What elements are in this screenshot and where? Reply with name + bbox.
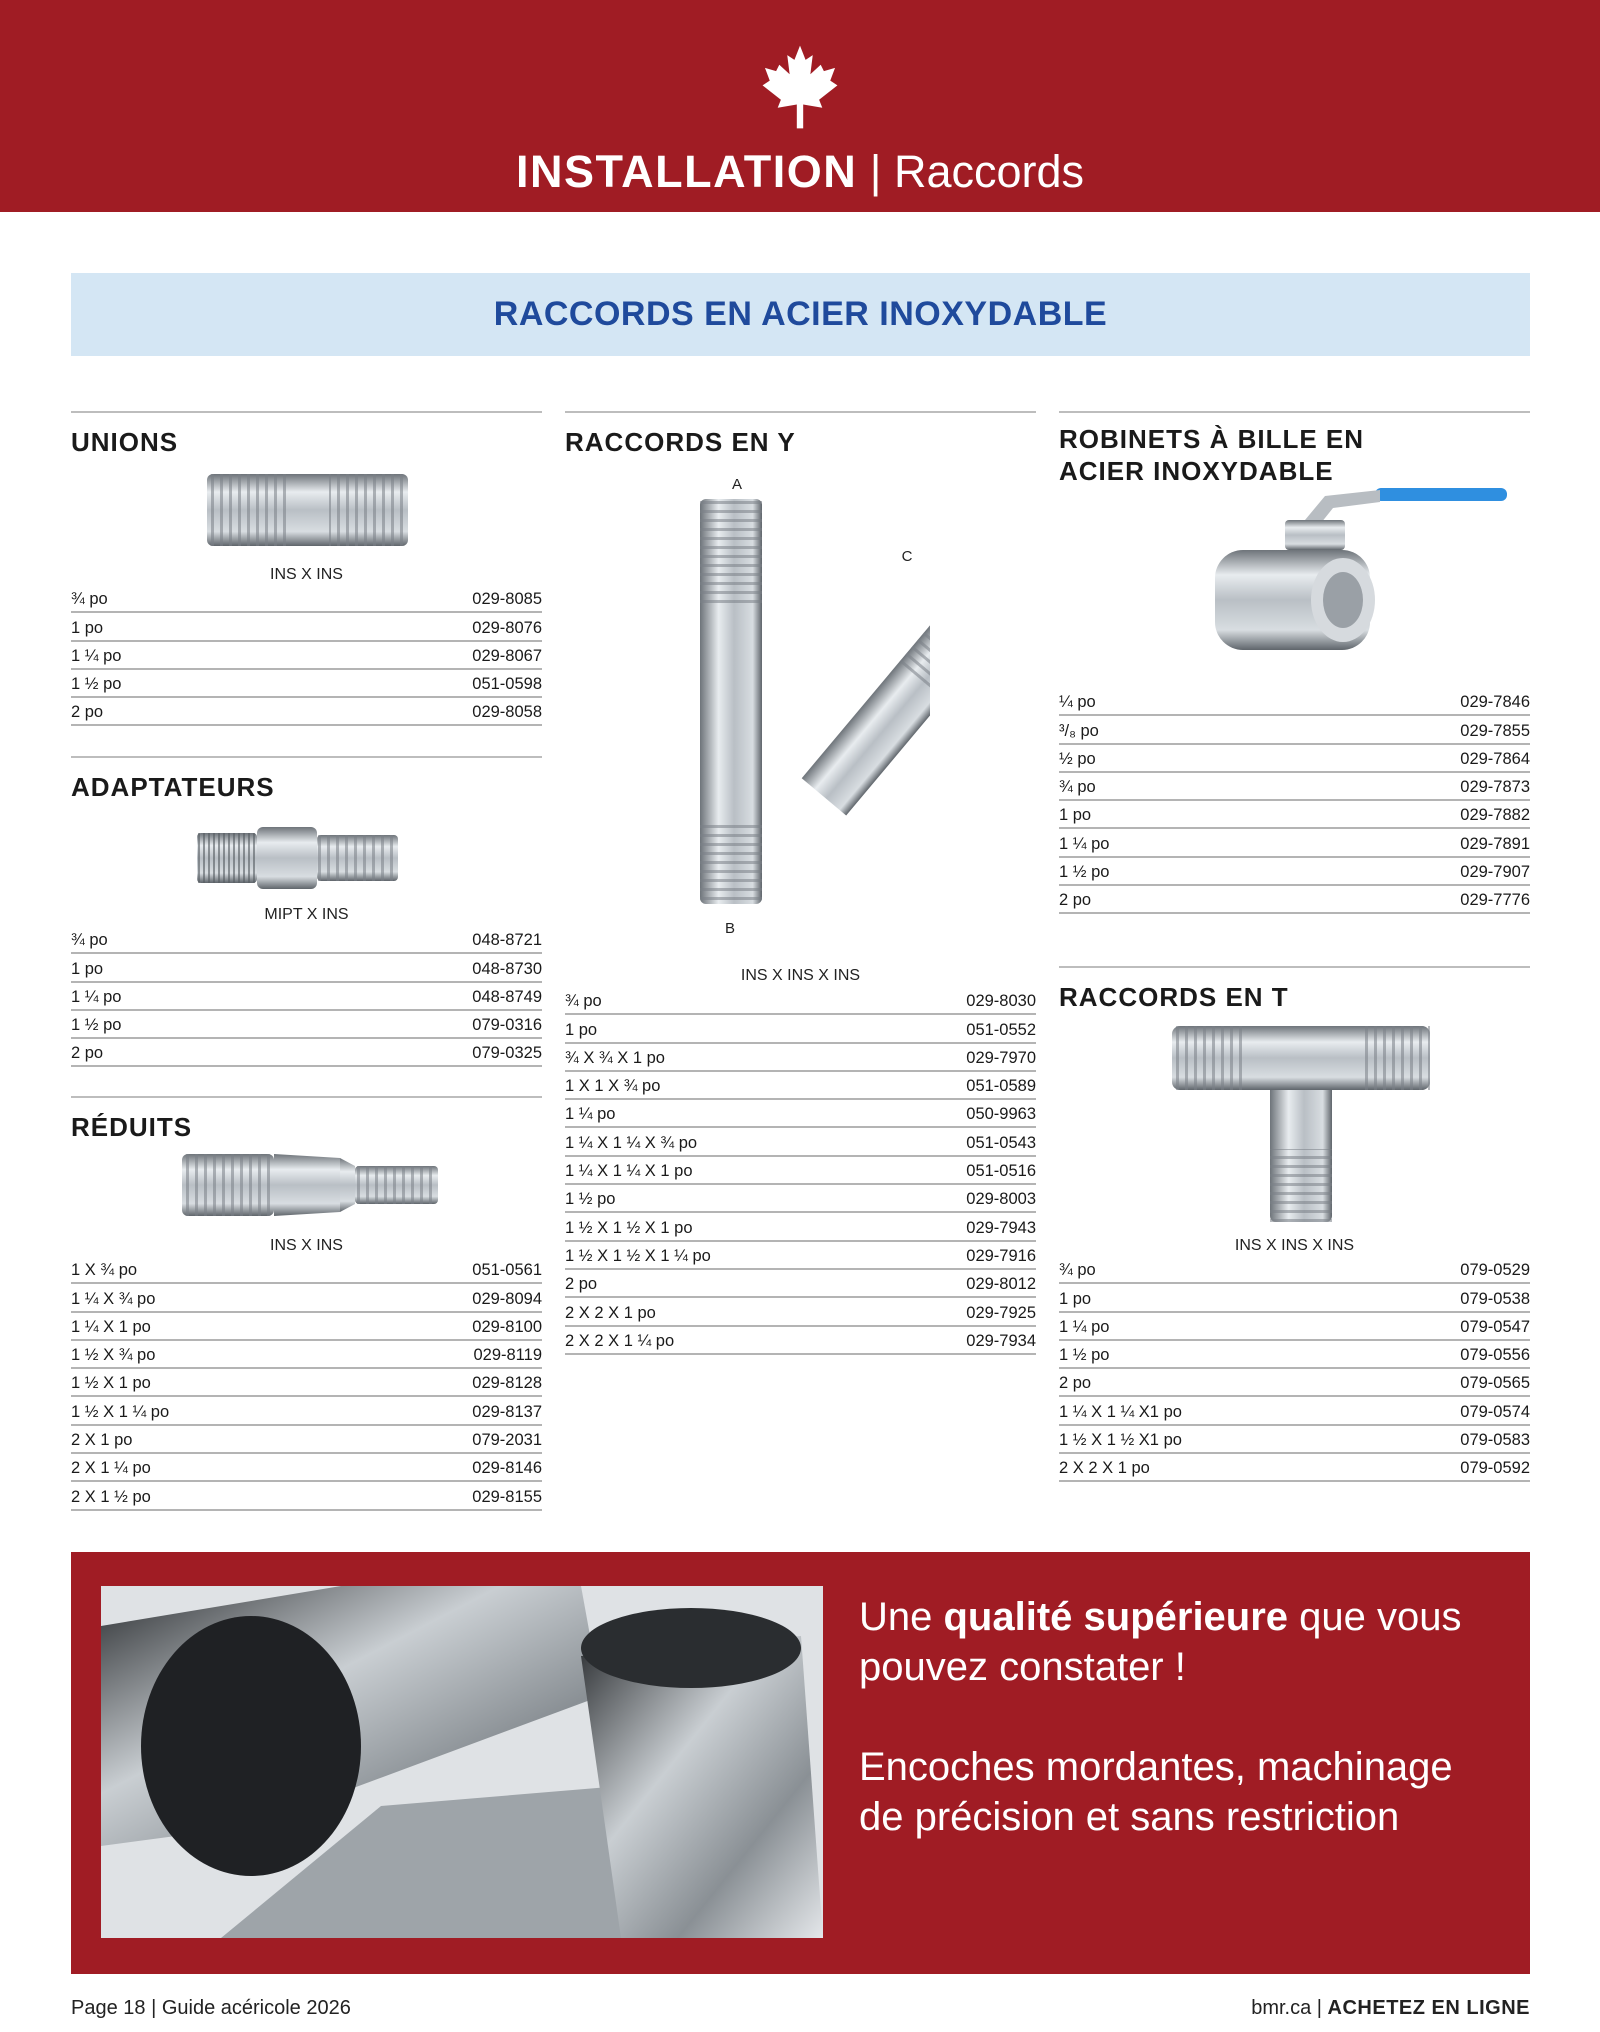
product-code-cell: 051-0552 (966, 1020, 1036, 1039)
unions-section (71, 411, 542, 458)
promo-banner (71, 1552, 1530, 1974)
product-code-cell: 050-9963 (966, 1105, 1036, 1124)
table-row (1059, 1369, 1530, 1397)
size-cell: 2 X 1 po (71, 1431, 133, 1450)
raccords-t-caption: INS X INS X INS (1234, 1237, 1355, 1254)
product-code-cell: 029-8030 (966, 992, 1036, 1011)
product-code-cell: 079-0574 (1460, 1402, 1530, 1421)
table-row (1059, 1454, 1530, 1482)
size-cell: 1 ¼ X ¾ po (71, 1289, 156, 1308)
table-row (71, 642, 542, 670)
size-cell: 2 po (565, 1275, 598, 1294)
promo-line-3: Encoches mordantes, machinage (859, 1745, 1453, 1789)
size-cell: ¾ X ¾ X 1 po (565, 1048, 665, 1067)
table-row (1059, 1397, 1530, 1425)
reduits-caption: INS X INS (270, 1237, 343, 1254)
table-row (565, 1072, 1036, 1100)
product-code-cell: 051-0598 (472, 675, 542, 694)
table-row (71, 1426, 542, 1454)
product-code-cell: 029-7776 (1460, 891, 1530, 910)
size-cell: 1 po (1059, 1289, 1092, 1308)
product-code-cell: 079-0565 (1460, 1374, 1530, 1393)
table-row (565, 1128, 1036, 1156)
size-cell: 2 po (71, 703, 104, 722)
raccords-t-table (1059, 1256, 1530, 1482)
table-row (71, 1039, 542, 1067)
product-code-cell: 029-7891 (1460, 834, 1530, 853)
table-row (565, 1270, 1036, 1298)
table-row (71, 698, 542, 726)
table-row (565, 1185, 1036, 1213)
size-cell: 1 ½ po (1059, 863, 1110, 882)
table-row (71, 1284, 542, 1312)
product-code-cell: 029-8067 (472, 646, 542, 665)
robinets-title-line2: ACIER INOXYDABLE (1059, 456, 1334, 486)
page-title: INSTALLATION | Raccords (515, 146, 1085, 197)
table-row (71, 1397, 542, 1425)
product-code-cell: 029-8003 (966, 1190, 1036, 1209)
promo-text (859, 1592, 1509, 1842)
page-header (0, 0, 1600, 212)
table-row (565, 1044, 1036, 1072)
adaptateur-fitting-image (195, 823, 400, 893)
product-code-cell: 029-7864 (1460, 749, 1530, 768)
table-row (71, 1482, 542, 1510)
product-code-cell: 048-8721 (472, 931, 542, 950)
size-cell: ¾ po (565, 992, 602, 1011)
promo-line-2: pouvez constater ! (859, 1645, 1186, 1689)
table-row (1059, 1426, 1530, 1454)
table-row (565, 1298, 1036, 1326)
section-rule (71, 756, 542, 758)
footer-shop-link[interactable]: ACHETEZ EN LIGNE (1327, 1997, 1530, 2019)
size-cell: ¾ po (1059, 778, 1096, 797)
table-row (71, 954, 542, 982)
size-cell: 1 ¼ po (1059, 1317, 1110, 1336)
table-row (71, 670, 542, 698)
product-code-cell: 029-8076 (472, 618, 542, 637)
table-row (71, 613, 542, 641)
raccords-t-title: RACCORDS EN T (1059, 982, 1289, 1012)
table-row (1059, 745, 1530, 773)
product-code-cell: 079-0556 (1460, 1346, 1530, 1365)
maple-leaf-icon (760, 44, 840, 130)
product-code-cell: 079-0316 (472, 1016, 542, 1035)
size-cell: 1 ½ X ¾ po (71, 1346, 156, 1365)
size-cell: 1 ½ X 1 ½ X 1 po (565, 1218, 693, 1237)
size-cell: 1 po (71, 618, 104, 637)
table-row (1059, 1313, 1530, 1341)
table-row (565, 1327, 1036, 1355)
ball-valve-image (1205, 480, 1510, 665)
product-code-cell: 051-0543 (966, 1133, 1036, 1152)
product-code-cell: 079-0583 (1460, 1431, 1530, 1450)
raccord-t-fitting-image (1170, 1024, 1432, 1224)
table-row (1059, 801, 1530, 829)
table-row (71, 585, 542, 613)
product-code-cell: 029-7907 (1460, 863, 1530, 882)
category-banner (71, 273, 1530, 356)
size-cell: ³/₈ po (1059, 721, 1099, 740)
size-cell: 1 X 1 X ¾ po (565, 1077, 661, 1096)
table-row (565, 1015, 1036, 1043)
table-row (71, 1454, 542, 1482)
product-code-cell: 029-7882 (1460, 806, 1530, 825)
size-cell: 1 ¼ po (1059, 834, 1110, 853)
table-row (71, 1011, 542, 1039)
product-code-cell: 048-8749 (472, 987, 542, 1006)
promo-photo (101, 1586, 823, 1938)
reduits-title: RÉDUITS (71, 1112, 193, 1142)
table-row (71, 926, 542, 954)
product-code-cell: 029-7873 (1460, 778, 1530, 797)
size-cell: 1 ½ po (565, 1190, 616, 1209)
union-fitting-image (205, 470, 410, 550)
product-code-cell: 079-2031 (472, 1431, 542, 1450)
product-code-cell: 051-0589 (966, 1077, 1036, 1096)
size-cell: 2 X 1 ½ po (71, 1487, 151, 1506)
table-row (1059, 886, 1530, 914)
section-rule (1059, 966, 1530, 968)
size-cell: 1 ¼ po (71, 987, 122, 1006)
product-code-cell: 029-8058 (472, 703, 542, 722)
product-code-cell: 029-8100 (472, 1317, 542, 1336)
product-code-cell: 048-8730 (472, 959, 542, 978)
y-label-b: B (724, 920, 735, 937)
unions-title: UNIONS (71, 427, 179, 457)
product-code-cell: 029-7925 (966, 1303, 1036, 1322)
table-row (565, 1213, 1036, 1241)
product-code-cell: 029-8137 (472, 1402, 542, 1421)
size-cell: 1 ¼ po (71, 646, 122, 665)
table-row (1059, 1341, 1530, 1369)
size-cell: 1 ½ X 1 ½ X 1 ¼ po (565, 1246, 711, 1265)
product-code-cell: 029-8094 (472, 1289, 542, 1308)
product-code-cell: 029-7943 (966, 1218, 1036, 1237)
table-row (71, 1341, 542, 1369)
promo-line-4: de précision et sans restriction (859, 1795, 1400, 1839)
table-row (1059, 716, 1530, 744)
product-code-cell: 029-8085 (472, 590, 542, 609)
size-cell: 1 ¼ X 1 ¼ X ¾ po (565, 1133, 698, 1152)
size-cell: 1 ¼ X 1 ¼ X 1 po (565, 1162, 693, 1181)
size-cell: 1 ½ X 1 po (71, 1374, 151, 1393)
size-cell: 1 ¼ X 1 ¼ X1 po (1059, 1402, 1182, 1421)
adaptateurs-caption: MIPT X INS (264, 906, 349, 923)
product-code-cell: 029-7855 (1460, 721, 1530, 740)
size-cell: 1 ½ po (71, 675, 122, 694)
table-row (71, 1313, 542, 1341)
product-code-cell: 029-8128 (472, 1374, 542, 1393)
y-label-c: C (901, 548, 913, 565)
robinets-title-line1: ROBINETS À BILLE EN (1059, 424, 1365, 454)
size-cell: 2 X 2 X 1 ¼ po (565, 1331, 675, 1350)
section-rule (565, 411, 1036, 413)
footer-links: bmr.ca | ACHETEZ EN LIGNE (1251, 1997, 1530, 2019)
table-row (565, 1157, 1036, 1185)
table-row (1059, 773, 1530, 801)
table-row (71, 983, 542, 1011)
raccords-y-table (565, 987, 1036, 1355)
product-code-cell: 051-0561 (472, 1261, 542, 1280)
reduit-fitting-image (180, 1150, 440, 1220)
size-cell: ¾ po (71, 590, 108, 609)
product-code-cell: 029-7846 (1460, 693, 1530, 712)
footer-site-link[interactable]: bmr.ca (1251, 1997, 1312, 2019)
product-code-cell: 029-7934 (966, 1331, 1036, 1350)
size-cell: ¾ po (71, 931, 108, 950)
size-cell: 1 ½ X 1 ¼ po (71, 1402, 170, 1421)
product-code-cell: 029-8155 (472, 1487, 542, 1506)
product-code-cell: 029-7970 (966, 1048, 1036, 1067)
table-row (1059, 688, 1530, 716)
category-title: RACCORDS EN ACIER INOXYDABLE (493, 295, 1108, 333)
size-cell: ½ po (1059, 749, 1096, 768)
table-row (71, 1369, 542, 1397)
y-label-a: A (731, 476, 742, 493)
unions-caption: INS X INS (270, 566, 343, 583)
size-cell: 2 X 2 X 1 po (565, 1303, 656, 1322)
size-cell: 1 ¼ X 1 po (71, 1317, 151, 1336)
raccords-y-section (565, 411, 1036, 458)
unions-table (71, 585, 542, 726)
table-row (1059, 829, 1530, 857)
reduits-table (71, 1256, 542, 1511)
section-rule (71, 1096, 542, 1098)
table-row (71, 1256, 542, 1284)
table-row (565, 987, 1036, 1015)
size-cell: 1 ¼ po (565, 1105, 616, 1124)
size-cell: 1 po (565, 1020, 598, 1039)
robinets-table (1059, 688, 1530, 914)
table-row (1059, 858, 1530, 886)
raccords-y-title: RACCORDS EN Y (565, 427, 796, 457)
size-cell: 2 po (71, 1044, 104, 1063)
reduits-section (71, 1096, 542, 1143)
size-cell: 1 ½ po (71, 1016, 122, 1035)
raccord-y-fitting-image (690, 495, 930, 910)
size-cell: 2 po (1059, 1374, 1092, 1393)
raccords-t-section (1059, 966, 1530, 1013)
promo-line-1: Une qualité supérieure que vous (859, 1595, 1462, 1639)
product-code-cell: 029-8119 (473, 1346, 542, 1365)
size-cell: 1 po (1059, 806, 1092, 825)
section-rule (71, 411, 542, 413)
table-row (565, 1242, 1036, 1270)
size-cell: 2 X 1 ¼ po (71, 1459, 151, 1478)
product-code-cell: 029-8012 (966, 1275, 1036, 1294)
product-code-cell: 079-0325 (472, 1044, 542, 1063)
size-cell: 1 X ¾ po (71, 1261, 138, 1280)
product-code-cell: 079-0529 (1460, 1261, 1530, 1280)
product-code-cell: 029-8146 (472, 1459, 542, 1478)
product-code-cell: 051-0516 (966, 1162, 1036, 1181)
product-code-cell: 079-0538 (1460, 1289, 1530, 1308)
raccords-y-caption: INS X INS X INS (740, 967, 861, 984)
product-code-cell: 079-0547 (1460, 1317, 1530, 1336)
table-row (1059, 1256, 1530, 1284)
size-cell: ¼ po (1059, 693, 1096, 712)
adaptateurs-title: ADAPTATEURS (71, 772, 275, 802)
size-cell: 1 ½ po (1059, 1346, 1110, 1365)
robinets-section (1059, 411, 1530, 487)
adaptateurs-table (71, 926, 542, 1067)
product-code-cell: 029-7916 (966, 1246, 1036, 1265)
table-row (565, 1100, 1036, 1128)
size-cell: 2 po (1059, 891, 1092, 910)
adaptateurs-section (71, 756, 542, 803)
size-cell: 2 X 2 X 1 po (1059, 1459, 1150, 1478)
section-rule (1059, 411, 1530, 413)
size-cell: 1 po (71, 959, 104, 978)
table-row (1059, 1284, 1530, 1312)
footer-page-info: Page 18 | Guide acéricole 2026 (71, 1997, 351, 2019)
size-cell: ¾ po (1059, 1261, 1096, 1280)
size-cell: 1 ½ X 1 ½ X1 po (1059, 1431, 1182, 1450)
product-code-cell: 079-0592 (1460, 1459, 1530, 1478)
